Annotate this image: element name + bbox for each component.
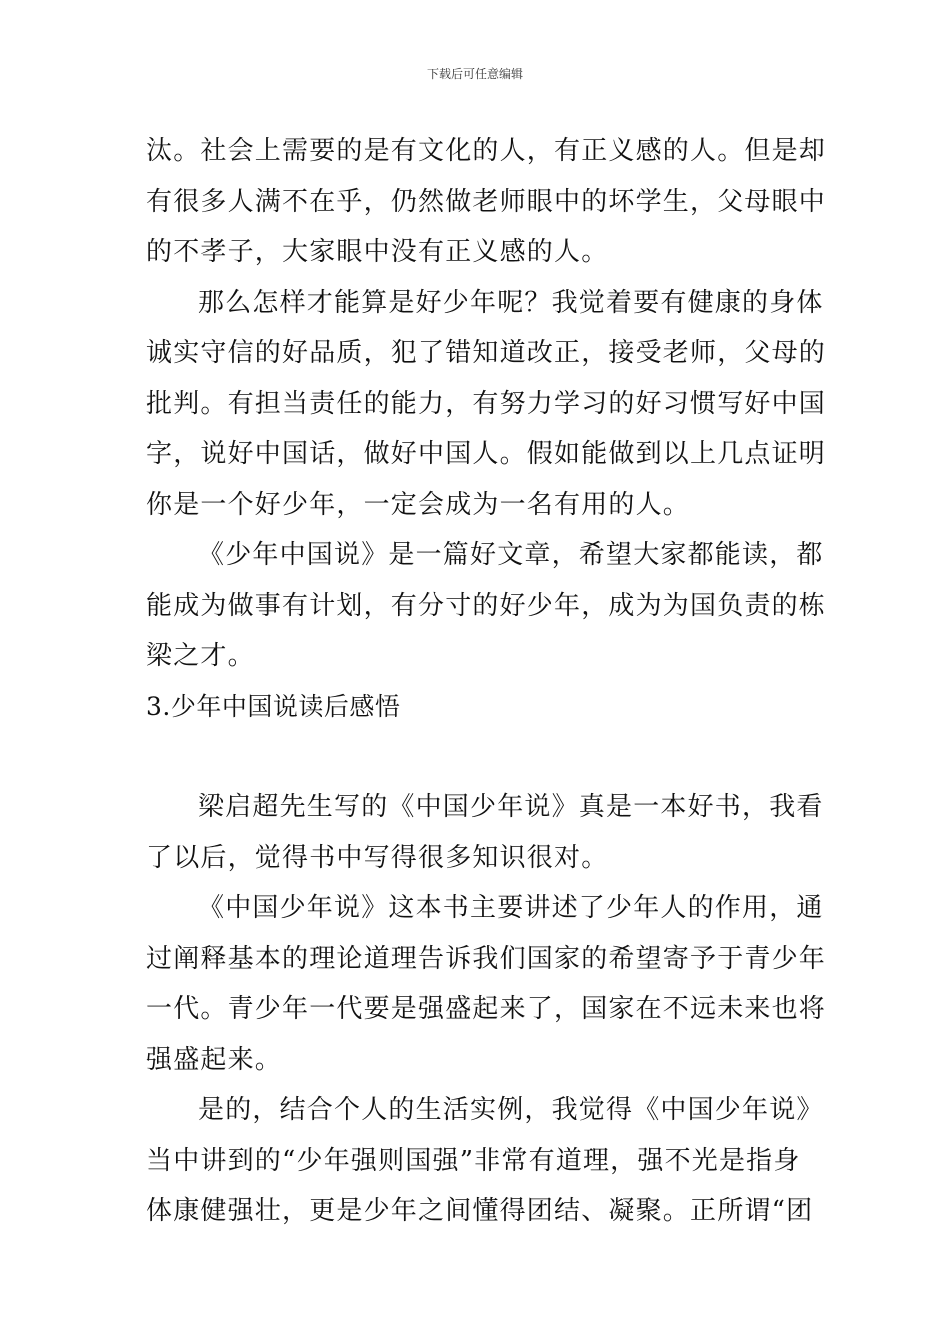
paragraph-line: 当中讲到的“少年强则国强”非常有道理，强不光是指身: [146, 1145, 801, 1176]
paragraphs-after-heading: [146, 782, 827, 1237]
paragraph-line: 汰。社会上需要的是有文化的人，有正义感的人。但是却: [146, 136, 827, 166]
paragraph: [146, 126, 827, 278]
paragraphs-before-heading: [146, 126, 827, 682]
paragraph-line: 梁启超先生写的《中国少年说》真是一本好书，我看: [198, 792, 824, 822]
paragraph-line: 强盛起来。: [146, 1044, 283, 1075]
paragraph-line: 过阐释基本的理论道理告诉我们国家的希望寄予于青少年: [146, 943, 827, 974]
paragraph-line: 那么怎样才能算是好少年呢？我觉着要有健康的身体: [198, 287, 824, 318]
paragraph-line: 《中国少年说》这本书主要讲述了少年人的作用，通: [198, 893, 824, 923]
paragraph-line: 体康健强壮，更是少年之间懂得团结、凝聚。正所谓“团: [146, 1196, 814, 1226]
paragraph-line: 《少年中国说》是一篇好文章，希望大家都能读，都: [198, 540, 824, 570]
blank-line: [146, 732, 808, 782]
paragraph-line: 的不孝子，大家眼中没有正义感的人。: [146, 237, 609, 267]
paragraph-line: 字，说好中国话，做好中国人。假如能做到以上几点证明: [146, 439, 827, 469]
paragraph-line: 梁之才。: [146, 641, 255, 671]
paragraph: [146, 1085, 824, 1237]
paragraph-line: 是的，结合个人的生活实例，我觉得《中国少年说》: [198, 1095, 824, 1125]
paragraph-line: 你是一个好少年，一定会成为一名有用的人。: [146, 489, 691, 520]
paragraph: [146, 782, 824, 883]
paragraph-line: 能成为做事有计划，有分寸的好少年，成为为国负责的栋: [146, 590, 827, 621]
paragraph: [146, 530, 827, 682]
page-header-note: 下载后可任意编辑: [426, 67, 523, 81]
paragraph-line: 诚实守信的好品质，犯了错知道改正，接受老师，父母的: [146, 338, 827, 368]
section-heading: 3.少年中国说读后感悟: [146, 691, 401, 721]
paragraph-line: 一代。青少年一代要是强盛起来了，国家在不远未来也将: [146, 994, 827, 1024]
paragraph: [146, 278, 827, 531]
paragraph-line: 了以后，觉得书中写得很多知识很对。: [146, 842, 609, 873]
document-body: [146, 126, 827, 1237]
paragraph-line: 有很多人满不在乎，仍然做老师眼中的坏学生，父母眼中: [146, 186, 827, 217]
paragraph: [146, 883, 827, 1085]
paragraph-line: 批判。有担当责任的能力，有努力学习的好习惯写好中国: [146, 388, 827, 419]
